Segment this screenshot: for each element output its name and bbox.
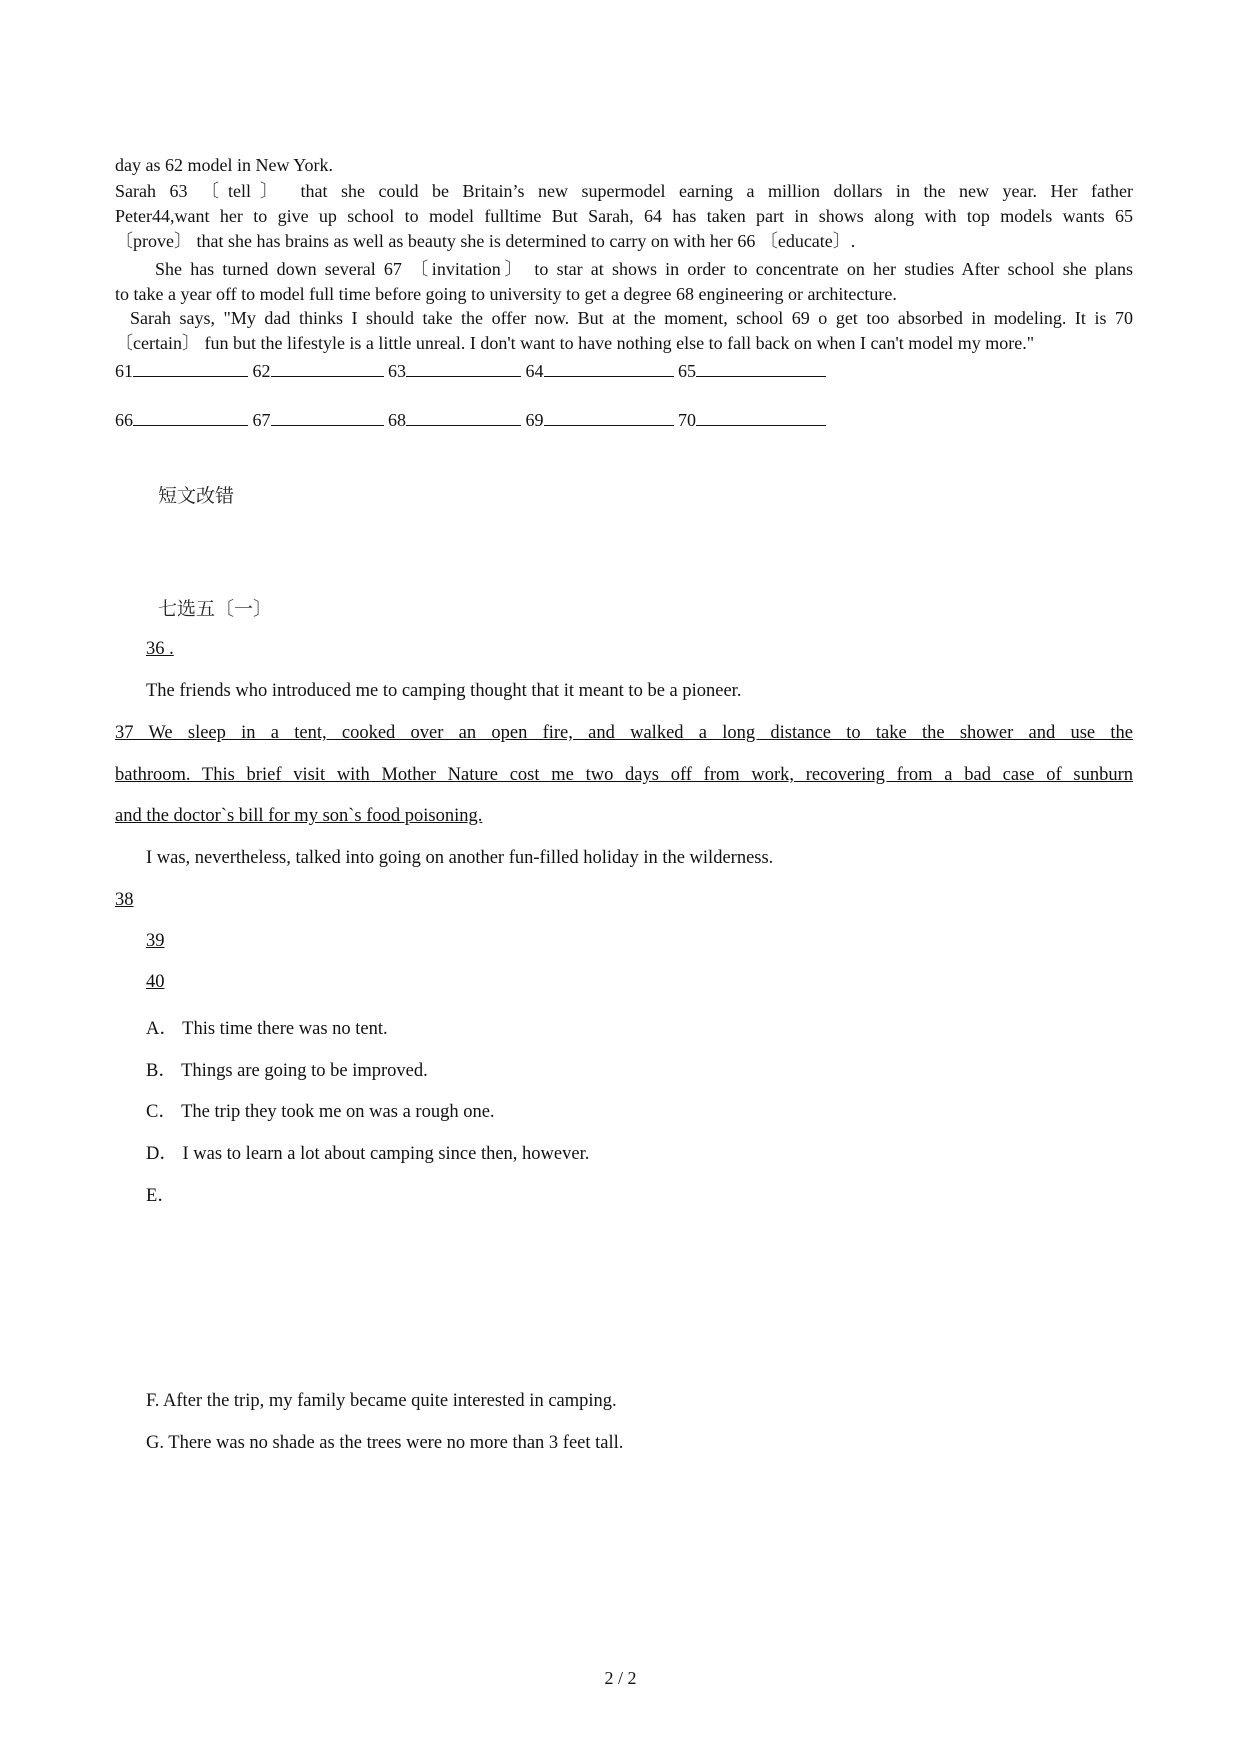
passage-paragraph-3: I was, nevertheless, talked into going on another fun-filled holiday in the wilderness. (146, 848, 774, 868)
answer-row-1 (115, 358, 826, 382)
cloze-line-6: to take a year off to model full time before going to university to get a degree 68 engineering or architecture. (115, 284, 897, 304)
answer-blank[interactable] (696, 358, 826, 377)
section-heading-error-correction: 短文改错 (158, 485, 235, 507)
passage-paragraph-2-line-2: bathroom. This brief visit with Mother Nature cost me two days off from work, recovering from a bad case of sunburn (115, 765, 1133, 785)
section-heading-seven-choose-five: 七选五〔一〕 (158, 598, 273, 620)
question-40: 40 (146, 972, 165, 992)
blank-label: 70 (678, 410, 696, 430)
answer-blank[interactable] (133, 407, 248, 426)
cloze-line-5: She has turned down several 67 〔invitation〕 to star at shows in order to concentrate on her studies After school she plans (155, 259, 1133, 279)
answer-blank[interactable] (406, 407, 521, 426)
answer-blank[interactable] (271, 358, 384, 377)
blank-label: 65 (678, 361, 696, 381)
cloze-line-8: 〔certain〕 fun but the lifestyle is a little unreal. I don't want to have nothing else to fall back on when I can't model my more." (115, 333, 1035, 353)
answer-blank[interactable] (544, 358, 674, 377)
answer-blank[interactable] (271, 407, 384, 426)
blank-label: 62 (252, 361, 271, 381)
option-f: F. After the trip, my family became quite interested in camping. (146, 1391, 617, 1411)
passage-paragraph-1: The friends who introduced me to camping thought that it meant to be a pioneer. (146, 681, 742, 701)
question-36: 36 . (146, 639, 174, 659)
answer-blank[interactable] (133, 358, 248, 377)
answer-blank[interactable] (544, 407, 674, 426)
blank-label: 66 (115, 410, 133, 430)
option-a: A． This time there was no tent. (146, 1019, 388, 1039)
cloze-line-4: 〔prove〕 that she has brains as well as beauty she is determined to carry on with her 66 〔educate〕. (115, 231, 856, 251)
answer-blank[interactable] (696, 407, 826, 426)
blank-label: 69 (525, 410, 544, 430)
blank-label: 67 (252, 410, 271, 430)
option-c: C． The trip they took me on was a rough one. (146, 1102, 495, 1122)
option-d: D． I was to learn a lot about camping since then, however. (146, 1144, 590, 1164)
blank-label: 64 (525, 361, 544, 381)
option-e: E． (146, 1186, 176, 1206)
passage-paragraph-2-line-1: 37 We sleep in a tent, cooked over an open fire, and walked a long distance to take the shower and use the (115, 723, 1133, 743)
cloze-line-7: Sarah says, "My dad thinks I should take the offer now. But at the moment, school 69 o get too absorbed in modeling. It is 70 (130, 308, 1133, 328)
question-38: 38 (115, 890, 134, 910)
option-g: G. There was no shade as the trees were no more than 3 feet tall. (146, 1433, 624, 1453)
question-39: 39 (146, 931, 165, 951)
passage-paragraph-2-line-3: and the doctor`s bill for my son`s food poisoning. (115, 806, 483, 826)
blank-label: 61 (115, 361, 133, 381)
page-number: 2 / 2 (604, 1668, 637, 1688)
answer-row-2 (115, 407, 826, 431)
blank-label: 63 (388, 361, 406, 381)
option-b: B． Things are going to be improved. (146, 1061, 428, 1081)
cloze-line-3: Peter44,want her to give up school to model fulltime But Sarah, 64 has taken part in shows along with top models wants 65 (115, 206, 1133, 226)
cloze-line-2: Sarah 63 〔tell〕 that she could be Britain’s new supermodel earning a million dollars in the new year. Her father (115, 181, 1133, 201)
answer-blank[interactable] (406, 358, 521, 377)
blank-label: 68 (388, 410, 406, 430)
cloze-line-1: day as 62 model in New York. (115, 155, 333, 175)
